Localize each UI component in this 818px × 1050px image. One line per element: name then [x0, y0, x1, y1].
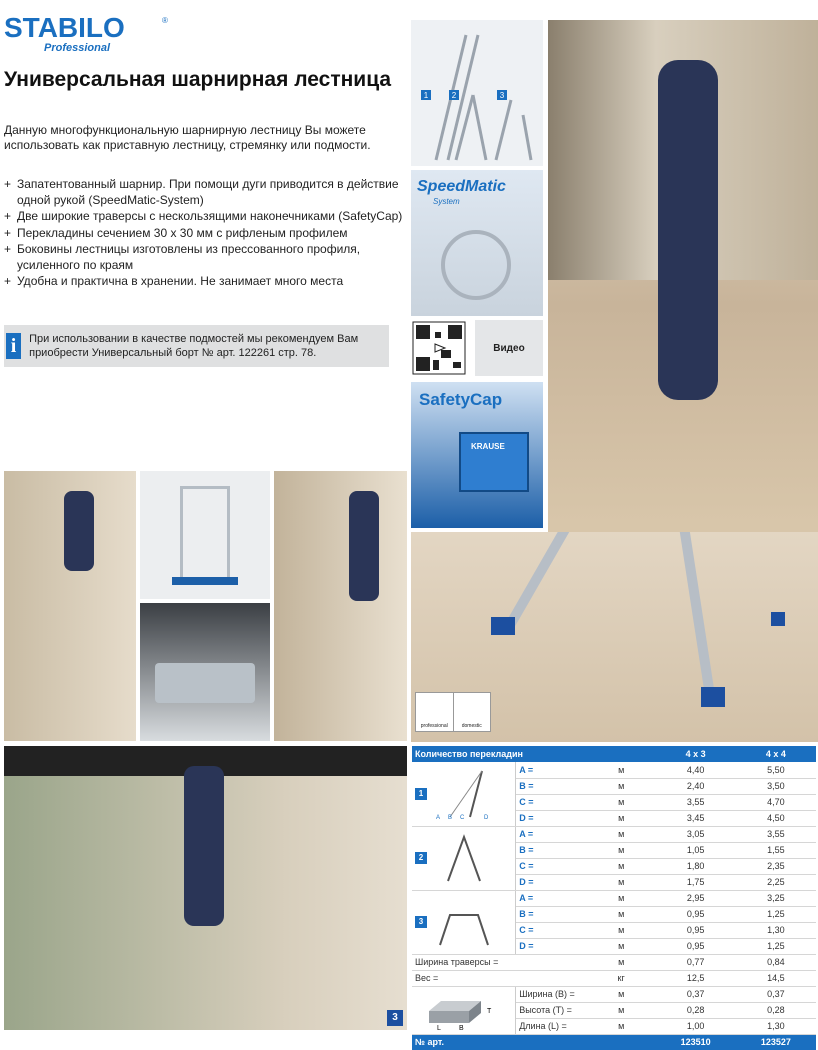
hero-floor-photo: [411, 532, 818, 742]
row-v2: 3,25: [736, 890, 816, 906]
info-icon: i: [6, 333, 21, 359]
row-v1: 1,05: [656, 842, 736, 858]
row-v2: 1,30: [736, 1018, 816, 1034]
feature-item: + Перекладины сечением 30 х 30 мм с рифленым профилем: [4, 226, 404, 242]
row-v2: 1,25: [736, 906, 816, 922]
row-unit: м: [587, 922, 656, 938]
group-number: 2: [415, 852, 427, 864]
video-link[interactable]: Видео: [475, 320, 543, 376]
row-v1: 0,95: [656, 938, 736, 954]
folded-ladder-icon: [180, 486, 230, 581]
ladder-stepladder-icon: [430, 831, 494, 885]
row-v1: 1,80: [656, 858, 736, 874]
row-unit: м: [587, 762, 656, 778]
row-v2: 2,25: [736, 874, 816, 890]
row-v1: 1,00: [656, 1018, 736, 1034]
dim-letter-b: B: [459, 1025, 464, 1031]
config-num-3: 3: [499, 91, 505, 100]
row-v2: 0,28: [736, 1002, 816, 1018]
intro-text: Данную многофункциональную шарнирную лестницу Вы можете использовать как приставную лестницу, стремянку или подмости.: [4, 123, 371, 152]
logo-registered: ®: [162, 16, 168, 25]
feature-item: + Две широкие траверсы с нескользящими наконечниками (SafetyCap): [4, 209, 404, 225]
ladder-configs-image: [411, 20, 543, 166]
row-label: A =: [516, 762, 587, 778]
row-v1: 1,75: [656, 874, 736, 890]
diag-letter-c: C: [459, 814, 464, 821]
row-v2: 0,84: [736, 954, 816, 970]
table-header-label: Количество перекладин: [412, 746, 656, 762]
row-v2: 5,50: [736, 762, 816, 778]
row-label: Длина (L) =: [516, 1018, 587, 1034]
safetycap-label: SafetyCap: [419, 390, 503, 409]
diag-letter-b: B: [447, 814, 452, 821]
row-v1: 0,28: [656, 1002, 736, 1018]
worker-figure-2: [64, 491, 94, 571]
row-v1: 2,40: [656, 778, 736, 794]
row-label: C =: [516, 794, 587, 810]
row-label: Вес =: [412, 970, 587, 986]
qr-code-icon: [411, 320, 467, 376]
feature-list: [4, 177, 404, 291]
config-num-2: 2: [451, 91, 457, 100]
row-label: D =: [516, 810, 587, 826]
row-unit: м: [587, 874, 656, 890]
group-3-diagram: [412, 890, 516, 954]
page-title: Универсальная шарнирная лестница: [4, 68, 392, 91]
info-text: При использовании в качестве подмостей мы рекомендуем Вам приобрести Универсальный борт № арт. 122261 стр. 78.: [29, 333, 359, 359]
row-unit: кг: [587, 970, 656, 986]
row-unit: м: [587, 778, 656, 794]
row-v2: 0,37: [736, 986, 816, 1002]
row-v2: 4,70: [736, 794, 816, 810]
stabilo-logo: [4, 14, 174, 56]
row-v2: 3,55: [736, 826, 816, 842]
group-number: 1: [415, 788, 427, 800]
diag-letter-d: D: [483, 814, 488, 821]
row-unit: м: [587, 906, 656, 922]
safetycap-image: [411, 382, 543, 528]
row-unit: м: [587, 986, 656, 1002]
dim-letter-t: T: [487, 1008, 492, 1015]
feature-item: + Запатентованный шарнир. При помощи дуги приводится в действие одной рукой (SpeedMatic-System): [4, 177, 404, 208]
article-v1: 123510: [656, 1034, 736, 1050]
row-v1: 3,05: [656, 826, 736, 842]
row-v2: 14,5: [736, 970, 816, 986]
photo-folded-ladder: [140, 471, 270, 599]
row-unit: м: [587, 954, 656, 970]
diag-letter-a: A: [435, 814, 440, 821]
row-label: C =: [516, 858, 587, 874]
table-header-c2: 4 x 4: [736, 746, 816, 762]
row-v1: 2,95: [656, 890, 736, 906]
photo-number-badge: 3: [387, 1010, 403, 1026]
row-v2: 2,35: [736, 858, 816, 874]
ladder-configs-icon: [411, 20, 543, 166]
safetycap-foot: [459, 432, 529, 492]
row-label: C =: [516, 922, 587, 938]
row-label: B =: [516, 906, 587, 922]
row-v1: 12,5: [656, 970, 736, 986]
row-unit: м: [587, 842, 656, 858]
krause-label: KRAUSE: [471, 442, 505, 451]
row-v1: 4,40: [656, 762, 736, 778]
row-unit: м: [587, 938, 656, 954]
row-v2: 1,25: [736, 938, 816, 954]
row-v1: 0,95: [656, 922, 736, 938]
ladder-lean-icon: [430, 767, 494, 821]
ladder-in-trunk-icon: [155, 663, 255, 703]
row-v2: 3,50: [736, 778, 816, 794]
row-unit: м: [587, 794, 656, 810]
spec-table: [412, 746, 816, 1050]
feature-item: + Боковины лестницы изготовлены из прессованного профиля, усиленного по краям: [4, 242, 404, 273]
row-label: A =: [516, 890, 587, 906]
usage-icons: [415, 692, 491, 732]
worker-figure-3: [349, 491, 379, 601]
row-v1: 0,95: [656, 906, 736, 922]
row-v2: 1,55: [736, 842, 816, 858]
worker-figure-4: [184, 766, 224, 926]
info-box: [4, 325, 389, 367]
row-v2: 1,30: [736, 922, 816, 938]
professional-icon: professional: [416, 693, 454, 731]
group-number: 3: [415, 916, 427, 928]
row-v1: 3,55: [656, 794, 736, 810]
worker-figure: [658, 60, 718, 400]
photo-car-trunk: [140, 603, 270, 741]
speedmatic-label: SpeedMatic: [417, 178, 506, 195]
hinge-icon: [441, 230, 511, 300]
article-label: № арт.: [412, 1034, 656, 1050]
row-label: B =: [516, 778, 587, 794]
photo-scaffold-mode: [4, 746, 407, 1030]
row-v1: 0,37: [656, 986, 736, 1002]
logo-brand: STABILO: [4, 12, 125, 43]
ladder-scaffold-icon: [430, 895, 494, 949]
package-box-icon: [415, 987, 499, 1031]
row-unit: м: [587, 1018, 656, 1034]
row-v1: 3,45: [656, 810, 736, 826]
feature-item: + Удобна и практична в хранении. Не занимает много места: [4, 274, 404, 290]
dim-letter-l: L: [437, 1025, 441, 1031]
photo-climbing-worker: [274, 471, 407, 741]
row-unit: м: [587, 826, 656, 842]
row-label: Ширина (B) =: [516, 986, 587, 1002]
group-2-diagram: [412, 826, 516, 890]
table-header-c1: 4 x 3: [656, 746, 736, 762]
row-v2: 4,50: [736, 810, 816, 826]
article-v2: 123527: [736, 1034, 816, 1050]
domestic-icon: domestic: [461, 723, 482, 729]
row-unit: м: [587, 1002, 656, 1018]
row-label: D =: [516, 874, 587, 890]
row-label: D =: [516, 938, 587, 954]
photo-straight-ladder: [4, 471, 136, 741]
row-unit: м: [587, 858, 656, 874]
config-num-1: 1: [423, 91, 429, 100]
speedmatic-sub: System: [433, 197, 460, 206]
hero-photo: [548, 20, 818, 538]
row-v1: 0,77: [656, 954, 736, 970]
logo-sub: Professional: [44, 42, 111, 54]
speedmatic-image: [411, 170, 543, 316]
row-label: Ширина траверсы =: [412, 954, 587, 970]
package-diagram: [412, 986, 516, 1034]
group-1-diagram: [412, 762, 516, 826]
row-unit: м: [587, 890, 656, 906]
row-label: A =: [516, 826, 587, 842]
row-unit: м: [587, 810, 656, 826]
row-label: Высота (T) =: [516, 1002, 587, 1018]
row-label: B =: [516, 842, 587, 858]
